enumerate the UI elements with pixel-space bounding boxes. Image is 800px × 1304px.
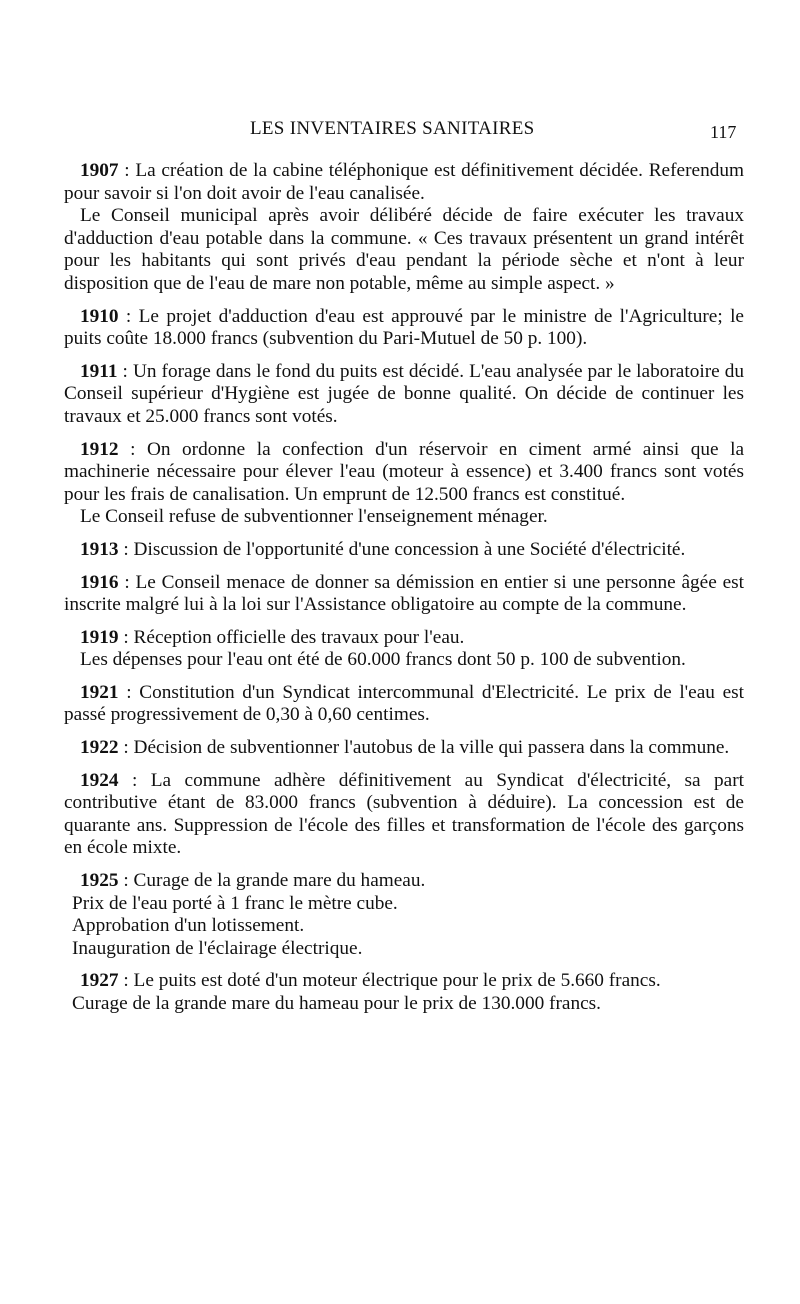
chronology-text [64, 160, 744, 1026]
entry-text: : Discussion de l'opportunité d'une concession à une Société d'électricité. [118, 538, 686, 560]
entry-text: : On ordonne la confection d'un réservoir en ciment armé ainsi que la machinerie nécessaire pour élever l'eau (moteur à essence) et 3.400 francs sont votés pour les frais de canalisation. Un emprunt de 12.500 francs est constitué. [64, 438, 744, 505]
page-number: 117 [710, 122, 737, 142]
paragraph [64, 439, 744, 507]
paragraph [64, 737, 744, 760]
entry-1911 [64, 361, 744, 429]
year-label: 1919 [80, 626, 119, 648]
running-title: LES INVENTAIRES SANITAIRES [250, 118, 535, 139]
paragraph [64, 306, 744, 351]
paragraph-continuation: Les dépenses pour l'eau ont été de 60.000 francs dont 50 p. 100 de subvention. [80, 649, 686, 671]
year-label: 1911 [80, 360, 118, 382]
entry-1922 [64, 737, 744, 760]
paragraph [64, 627, 744, 650]
entry-1921 [64, 682, 744, 727]
year-label: 1907 [80, 160, 119, 181]
entry-line: Prix de l'eau porté à 1 franc le mètre cube. [72, 892, 398, 914]
year-label: 1910 [80, 305, 119, 327]
entry-line: Inauguration de l'éclairage électrique. [72, 937, 363, 959]
entry-1916 [64, 572, 744, 617]
running-head [0, 118, 800, 148]
paragraph [64, 770, 744, 860]
entry-1925 [64, 870, 744, 960]
entry-text: : Le puits est doté d'un moteur électrique pour le prix de 5.660 francs. [118, 970, 661, 992]
paragraph [64, 970, 744, 993]
paragraph [64, 682, 744, 727]
paragraph [64, 572, 744, 617]
entry-line: Approbation d'un lotissement. [72, 915, 305, 937]
paragraph [64, 160, 744, 205]
year-label: 1924 [80, 769, 119, 791]
year-label: 1927 [80, 970, 119, 992]
entry-1913 [64, 539, 744, 562]
year-label: 1913 [80, 538, 119, 560]
year-label: 1921 [80, 681, 119, 703]
year-label: 1925 [80, 870, 119, 892]
year-label: 1912 [80, 438, 119, 460]
entry-1919 [64, 627, 744, 672]
entry-text: : Décision de subventionner l'autobus de la ville qui passera dans la commune. [118, 737, 730, 759]
entry-1927 [64, 970, 744, 1015]
year-label: 1922 [80, 737, 119, 759]
entry-text: : Le projet d'adduction d'eau est approuvé par le ministre de l'Agriculture; le puits coûte 18.000 francs (subvention du Pari-Mutuel de 50 p. 100). [64, 305, 744, 350]
paragraph-continuation: Le Conseil refuse de subventionner l'enseignement ménager. [80, 506, 548, 528]
entry-1912 [64, 439, 744, 529]
entry-1910 [64, 306, 744, 351]
entry-text: : Constitution d'un Syndicat intercommunal d'Electricité. Le prix de l'eau est passé progressivement de 0,30 à 0,60 centimes. [64, 681, 744, 726]
paragraph-continuation: Le Conseil municipal après avoir délibéré décide de faire exécuter les travaux d'adduction d'eau potable dans la commune. « Ces travaux présentent un grand intérêt pour les habitants qui sont privés d'eau pendant la période sèche et n'ont à leur disposition que de l'eau de mare non potable, même au simple aspect. » [64, 205, 744, 294]
paragraph [64, 539, 744, 562]
entry-1924 [64, 770, 744, 860]
paragraph [64, 361, 744, 429]
entry-text: : La création de la cabine téléphonique est définitivement décidée. Referendum pour savoir si l'on doit avoir de l'eau canalisée. [64, 160, 744, 204]
entry-text: : Réception officielle des travaux pour l'eau. [118, 626, 465, 648]
entry-line: Curage de la grande mare du hameau pour le prix de 130.000 francs. [72, 993, 601, 1014]
entry-text: : La commune adhère définitivement au Syndicat d'électricité, sa part contributive étant de 83.000 francs (subvention à déduire). La concession est de quarante ans. Suppression de l'école des filles et transformation de l'école des garçons en école mixte. [64, 769, 744, 859]
entry-text: : Curage de la grande mare du hameau. [118, 870, 426, 892]
entry-text: : Un forage dans le fond du puits est décidé. L'eau analysée par le laboratoire du Conseil supérieur d'Hygiène est jugée de bonne qualité. On décide de continuer les travaux et 25.000 francs sont votés. [64, 360, 744, 427]
paragraph [64, 870, 744, 893]
entry-text: : Le Conseil menace de donner sa démission en entier si une personne âgée est inscrite malgré lui à la loi sur l'Assistance obligatoire au compte de la commune. [64, 571, 744, 616]
entry-1907 [64, 160, 744, 296]
year-label: 1916 [80, 571, 119, 593]
